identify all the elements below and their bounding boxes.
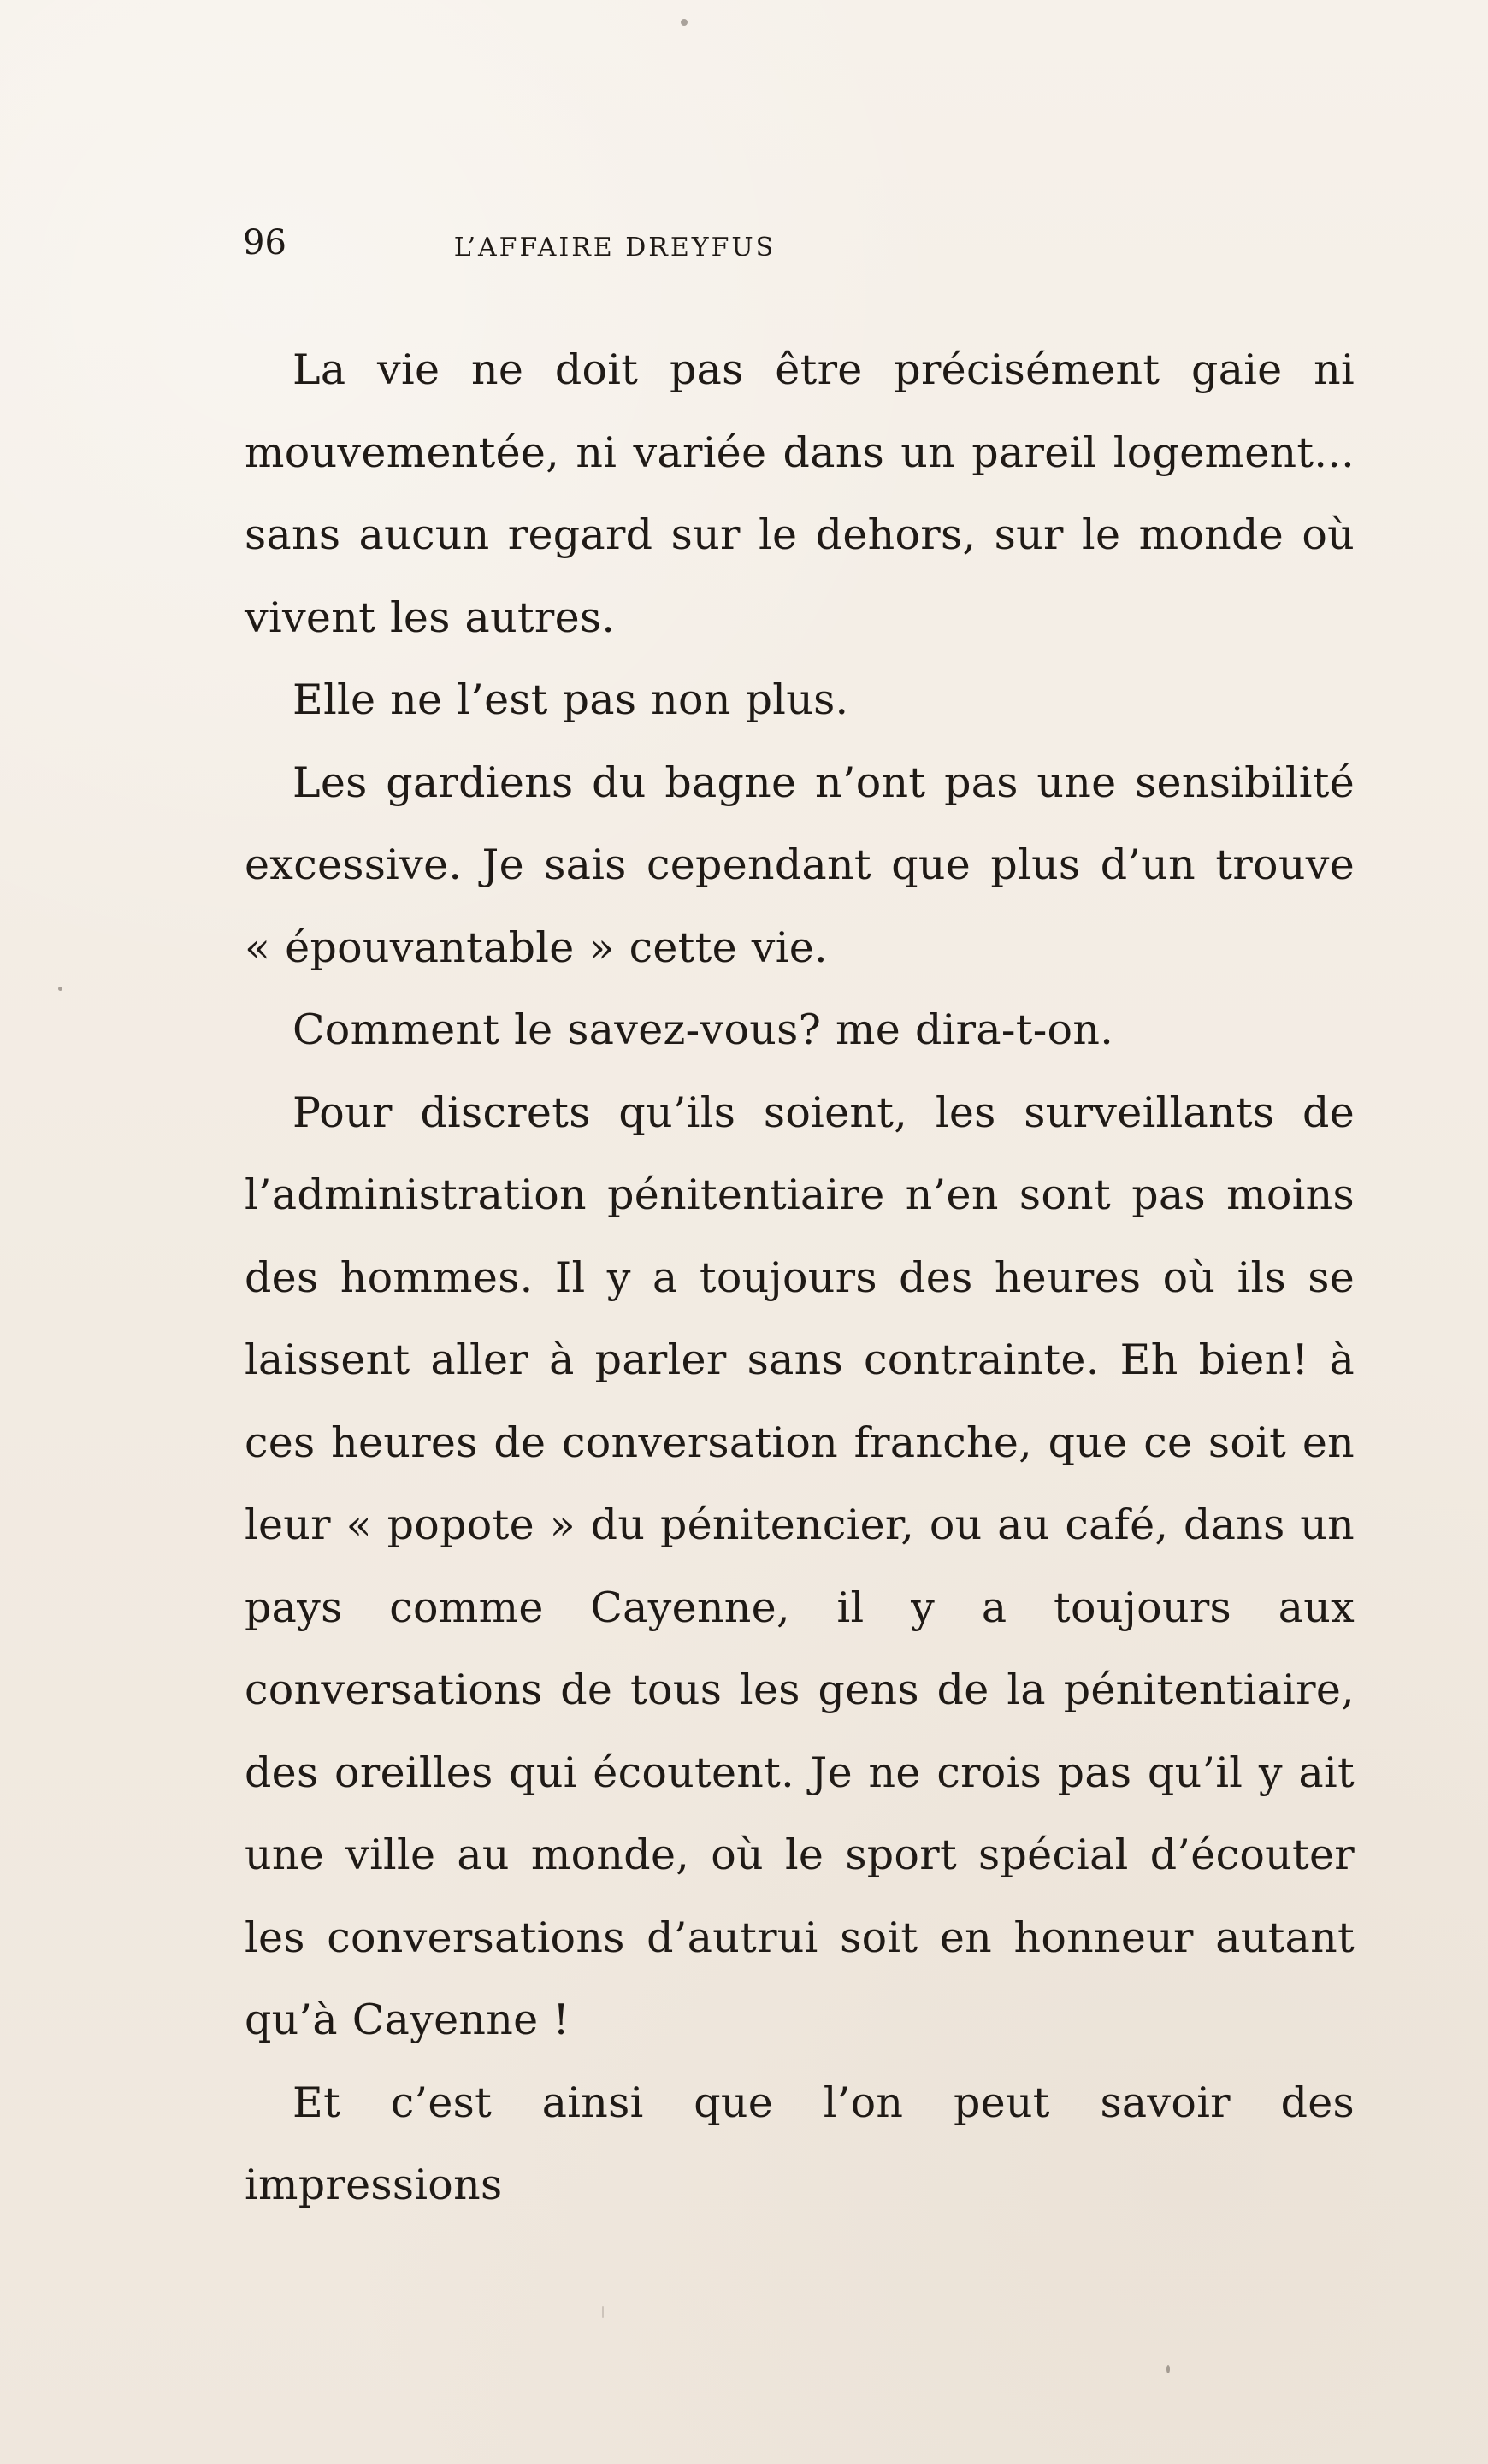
- running-title: L’AFFAIRE DREYFUS: [453, 233, 776, 262]
- page-header: [243, 223, 965, 277]
- paragraph-6: Et c’est ainsi que l’on peut savoir des impressions: [245, 2078, 1355, 2209]
- paper-speck: [681, 19, 688, 26]
- paragraph-5: Pour discrets qu’ils soient, les surveillants de l’administration pénitentiaire n’en sont pas moins des hommes. Il y a toujours des heures où ils se laissent aller à parler sans contrainte. Eh bien! à ces heures de conversation franche, que ce soit en leur « popote » du pénitencier, ou au café, dans un pays comme Cayenne, il y a toujours aux conversations de tous les gens de la pénitentiaire, des oreilles qui écoutent. Je ne crois pas qu’il y ait une ville au monde, où le sport spécial d’écouter les conversations d’autrui soit en honneur autant qu’à Cayenne !: [245, 1088, 1355, 2044]
- paper-speck: [1166, 2365, 1170, 2373]
- paragraph-3: Les gardiens du bagne n’ont pas une sensibilité excessive. Je sais cependant que plus d’un trouve « épouvantable » cette vie.: [245, 757, 1355, 972]
- paper-speck: [58, 987, 62, 991]
- paragraph-2: Elle ne l’est pas non plus.: [292, 675, 849, 724]
- page-number: 96: [243, 223, 286, 262]
- paragraph-1: La vie ne doit pas être précisément gaie ni mouvementée, ni variée dans un pareil logement... sans aucun regard sur le dehors, sur le monde où vivent les autres.: [245, 345, 1355, 642]
- page-content: [245, 329, 1355, 2227]
- paragraph-4: Comment le savez-vous? me dira-t-on.: [292, 1005, 1114, 1054]
- paper-speck: [602, 2306, 604, 2318]
